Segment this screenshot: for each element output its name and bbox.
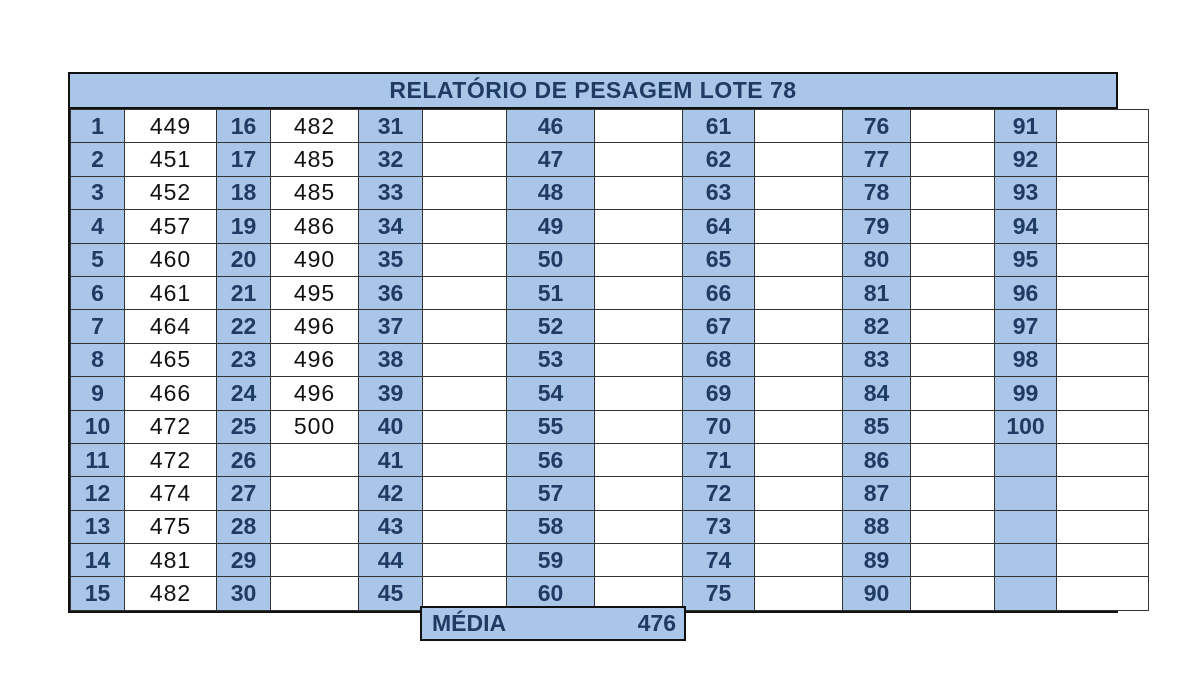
sample-number-cell: 23 [217, 343, 271, 376]
table-row [71, 243, 1149, 276]
weight-value-cell [911, 276, 995, 309]
sample-number-cell: 93 [995, 176, 1057, 209]
weighing-report-table [68, 72, 1118, 613]
weight-value-cell [271, 544, 359, 577]
weight-value-cell [1057, 243, 1149, 276]
weight-value-cell [595, 477, 683, 510]
weight-value-cell: 485 [271, 143, 359, 176]
sample-number-cell: 84 [843, 377, 911, 410]
sample-number-cell: 72 [683, 477, 755, 510]
sample-number-cell: 13 [71, 510, 125, 543]
weight-value-cell: 452 [125, 176, 217, 209]
sample-number-cell: 69 [683, 377, 755, 410]
sample-number-cell: 3 [71, 176, 125, 209]
weight-value-cell [1057, 410, 1149, 443]
weight-value-cell [423, 110, 507, 143]
sample-number-cell: 22 [217, 310, 271, 343]
sample-number-cell: 14 [71, 544, 125, 577]
report-title: RELATÓRIO DE PESAGEM LOTE 78 [70, 74, 1116, 109]
sample-number-cell: 38 [359, 343, 423, 376]
table-row [71, 343, 1149, 376]
weight-value-cell [595, 544, 683, 577]
sample-number-cell: 17 [217, 143, 271, 176]
sample-number-cell: 42 [359, 477, 423, 510]
sample-number-cell: 87 [843, 477, 911, 510]
sample-number-cell: 12 [71, 477, 125, 510]
weight-value-cell: 472 [125, 443, 217, 476]
sample-number-cell: 52 [507, 310, 595, 343]
sample-number-cell: 27 [217, 477, 271, 510]
weight-value-cell [755, 210, 843, 243]
weight-value-cell: 474 [125, 477, 217, 510]
table-row [71, 410, 1149, 443]
sample-number-cell: 83 [843, 343, 911, 376]
weight-value-cell [755, 176, 843, 209]
table-row [71, 310, 1149, 343]
sample-number-cell: 2 [71, 143, 125, 176]
sample-number-cell: 5 [71, 243, 125, 276]
weight-value-cell [755, 577, 843, 610]
weight-value-cell [423, 477, 507, 510]
weight-value-cell [911, 143, 995, 176]
weight-value-cell [423, 176, 507, 209]
sample-number-cell: 73 [683, 510, 755, 543]
weight-value-cell [911, 110, 995, 143]
sample-number-cell: 6 [71, 276, 125, 309]
sample-number-cell [995, 544, 1057, 577]
weight-value-cell [423, 343, 507, 376]
table-row [71, 176, 1149, 209]
sample-number-cell: 53 [507, 343, 595, 376]
sample-number-cell: 4 [71, 210, 125, 243]
sample-number-cell: 70 [683, 410, 755, 443]
weight-value-cell [1057, 276, 1149, 309]
sample-number-cell: 40 [359, 410, 423, 443]
weight-value-cell: 500 [271, 410, 359, 443]
weight-value-cell [1057, 443, 1149, 476]
weight-value-cell: 496 [271, 343, 359, 376]
weight-value-cell [423, 377, 507, 410]
weight-value-cell [1057, 510, 1149, 543]
sample-number-cell: 26 [217, 443, 271, 476]
weight-value-cell [755, 110, 843, 143]
sample-number-cell: 90 [843, 577, 911, 610]
weight-value-cell [755, 243, 843, 276]
weight-value-cell [595, 243, 683, 276]
weight-value-cell: 464 [125, 310, 217, 343]
sample-number-cell: 32 [359, 143, 423, 176]
average-box [420, 606, 686, 641]
weight-value-cell [911, 410, 995, 443]
sample-number-cell: 74 [683, 544, 755, 577]
sample-number-cell: 47 [507, 143, 595, 176]
sample-number-cell: 33 [359, 176, 423, 209]
weight-value-cell [1057, 143, 1149, 176]
weight-value-cell [911, 243, 995, 276]
weight-value-cell: 475 [125, 510, 217, 543]
table-row [71, 477, 1149, 510]
weight-value-cell [1057, 110, 1149, 143]
weight-value-cell [595, 510, 683, 543]
weight-value-cell [271, 477, 359, 510]
weight-value-cell [755, 276, 843, 309]
weight-value-cell [595, 377, 683, 410]
sample-number-cell [995, 443, 1057, 476]
sample-number-cell: 9 [71, 377, 125, 410]
sample-number-cell: 80 [843, 243, 911, 276]
weight-value-cell [423, 143, 507, 176]
sample-number-cell: 34 [359, 210, 423, 243]
sample-number-cell [995, 577, 1057, 610]
weight-value-cell [271, 577, 359, 610]
sample-number-cell: 97 [995, 310, 1057, 343]
weight-value-cell: 482 [271, 110, 359, 143]
weight-value-cell [595, 310, 683, 343]
sample-number-cell: 56 [507, 443, 595, 476]
weight-value-cell [1057, 343, 1149, 376]
weight-value-cell: 449 [125, 110, 217, 143]
sample-number-cell: 58 [507, 510, 595, 543]
weight-value-cell [1057, 310, 1149, 343]
table-row [71, 110, 1149, 143]
weight-value-cell [755, 377, 843, 410]
weight-value-cell [423, 544, 507, 577]
weight-value-cell: 461 [125, 276, 217, 309]
weight-value-cell [1057, 210, 1149, 243]
sample-number-cell: 20 [217, 243, 271, 276]
weight-value-cell [911, 343, 995, 376]
weight-value-cell: 496 [271, 310, 359, 343]
table-row [71, 143, 1149, 176]
weight-value-cell [1057, 176, 1149, 209]
sample-number-cell: 96 [995, 276, 1057, 309]
sample-number-cell: 35 [359, 243, 423, 276]
sample-number-cell: 71 [683, 443, 755, 476]
weight-value-cell [755, 544, 843, 577]
weight-value-cell [595, 110, 683, 143]
sample-number-cell: 66 [683, 276, 755, 309]
weight-value-cell [271, 510, 359, 543]
table-row [71, 510, 1149, 543]
weight-value-cell [423, 510, 507, 543]
sample-number-cell: 39 [359, 377, 423, 410]
sample-number-cell [995, 510, 1057, 543]
table-row [71, 210, 1149, 243]
weight-value-cell [423, 310, 507, 343]
sample-number-cell: 25 [217, 410, 271, 443]
weight-value-cell [1057, 544, 1149, 577]
sample-number-cell: 95 [995, 243, 1057, 276]
weight-value-cell [911, 443, 995, 476]
weight-value-cell [911, 544, 995, 577]
table-row [71, 443, 1149, 476]
sample-number-cell: 44 [359, 544, 423, 577]
weight-value-cell: 496 [271, 377, 359, 410]
weight-value-cell: 460 [125, 243, 217, 276]
sample-number-cell: 45 [359, 577, 423, 610]
weight-value-cell [595, 176, 683, 209]
sample-number-cell [995, 477, 1057, 510]
weight-value-cell [423, 243, 507, 276]
sample-number-cell: 41 [359, 443, 423, 476]
sample-number-cell: 99 [995, 377, 1057, 410]
sample-number-cell: 49 [507, 210, 595, 243]
sample-number-cell: 54 [507, 377, 595, 410]
weight-value-cell [911, 577, 995, 610]
sample-number-cell: 46 [507, 110, 595, 143]
weight-value-cell [755, 143, 843, 176]
weight-value-cell [271, 443, 359, 476]
sample-number-cell: 51 [507, 276, 595, 309]
sample-number-cell: 55 [507, 410, 595, 443]
sample-number-cell: 36 [359, 276, 423, 309]
weight-value-cell: 482 [125, 577, 217, 610]
sample-number-cell: 16 [217, 110, 271, 143]
sample-number-cell: 89 [843, 544, 911, 577]
sample-number-cell: 63 [683, 176, 755, 209]
sample-number-cell: 79 [843, 210, 911, 243]
weight-value-cell [595, 343, 683, 376]
weight-value-cell [1057, 577, 1149, 610]
sample-number-cell: 31 [359, 110, 423, 143]
sample-number-cell: 91 [995, 110, 1057, 143]
weight-value-cell [911, 510, 995, 543]
sample-number-cell: 68 [683, 343, 755, 376]
weight-value-cell: 486 [271, 210, 359, 243]
weight-value-cell [911, 477, 995, 510]
sample-number-cell: 7 [71, 310, 125, 343]
weights-grid [70, 109, 1149, 611]
sample-number-cell: 21 [217, 276, 271, 309]
weight-value-cell: 485 [271, 176, 359, 209]
weight-value-cell [755, 310, 843, 343]
weight-value-cell [1057, 477, 1149, 510]
table-row [71, 276, 1149, 309]
sample-number-cell: 61 [683, 110, 755, 143]
sample-number-cell: 98 [995, 343, 1057, 376]
sample-number-cell: 77 [843, 143, 911, 176]
weight-value-cell [911, 377, 995, 410]
weight-value-cell: 495 [271, 276, 359, 309]
sample-number-cell: 88 [843, 510, 911, 543]
weight-value-cell: 451 [125, 143, 217, 176]
sample-number-cell: 100 [995, 410, 1057, 443]
weight-value-cell [595, 143, 683, 176]
sample-number-cell: 65 [683, 243, 755, 276]
weight-value-cell [911, 176, 995, 209]
sample-number-cell: 11 [71, 443, 125, 476]
sample-number-cell: 76 [843, 110, 911, 143]
sample-number-cell: 48 [507, 176, 595, 209]
sample-number-cell: 94 [995, 210, 1057, 243]
sample-number-cell: 92 [995, 143, 1057, 176]
sample-number-cell: 28 [217, 510, 271, 543]
weight-value-cell [423, 276, 507, 309]
weight-value-cell [595, 443, 683, 476]
sample-number-cell: 29 [217, 544, 271, 577]
weight-value-cell [755, 477, 843, 510]
sample-number-cell: 60 [507, 577, 595, 610]
weight-value-cell [423, 410, 507, 443]
sample-number-cell: 81 [843, 276, 911, 309]
weight-value-cell [755, 410, 843, 443]
average-label: MÉDIA [432, 610, 507, 636]
weight-value-cell [595, 410, 683, 443]
sample-number-cell: 82 [843, 310, 911, 343]
table-row [71, 377, 1149, 410]
sample-number-cell: 59 [507, 544, 595, 577]
sample-number-cell: 50 [507, 243, 595, 276]
sample-number-cell: 24 [217, 377, 271, 410]
weight-value-cell [755, 510, 843, 543]
sample-number-cell: 15 [71, 577, 125, 610]
sample-number-cell: 86 [843, 443, 911, 476]
sample-number-cell: 43 [359, 510, 423, 543]
weight-value-cell [911, 310, 995, 343]
sample-number-cell: 57 [507, 477, 595, 510]
weight-value-cell: 465 [125, 343, 217, 376]
sample-number-cell: 30 [217, 577, 271, 610]
weight-value-cell: 481 [125, 544, 217, 577]
weight-value-cell [423, 210, 507, 243]
weight-value-cell: 466 [125, 377, 217, 410]
sample-number-cell: 10 [71, 410, 125, 443]
sample-number-cell: 78 [843, 176, 911, 209]
weight-value-cell [755, 443, 843, 476]
sample-number-cell: 64 [683, 210, 755, 243]
weight-value-cell [911, 210, 995, 243]
weight-value-cell: 472 [125, 410, 217, 443]
weight-value-cell [595, 276, 683, 309]
table-row [71, 544, 1149, 577]
sample-number-cell: 1 [71, 110, 125, 143]
sample-number-cell: 19 [217, 210, 271, 243]
weight-value-cell [595, 210, 683, 243]
sample-number-cell: 18 [217, 176, 271, 209]
weight-value-cell [423, 443, 507, 476]
weight-value-cell: 490 [271, 243, 359, 276]
sample-number-cell: 67 [683, 310, 755, 343]
sample-number-cell: 37 [359, 310, 423, 343]
sample-number-cell: 85 [843, 410, 911, 443]
weight-value-cell [1057, 377, 1149, 410]
weight-value-cell: 457 [125, 210, 217, 243]
weight-value-cell [755, 343, 843, 376]
average-value: 476 [637, 610, 676, 636]
sample-number-cell: 62 [683, 143, 755, 176]
sample-number-cell: 8 [71, 343, 125, 376]
sample-number-cell: 75 [683, 577, 755, 610]
